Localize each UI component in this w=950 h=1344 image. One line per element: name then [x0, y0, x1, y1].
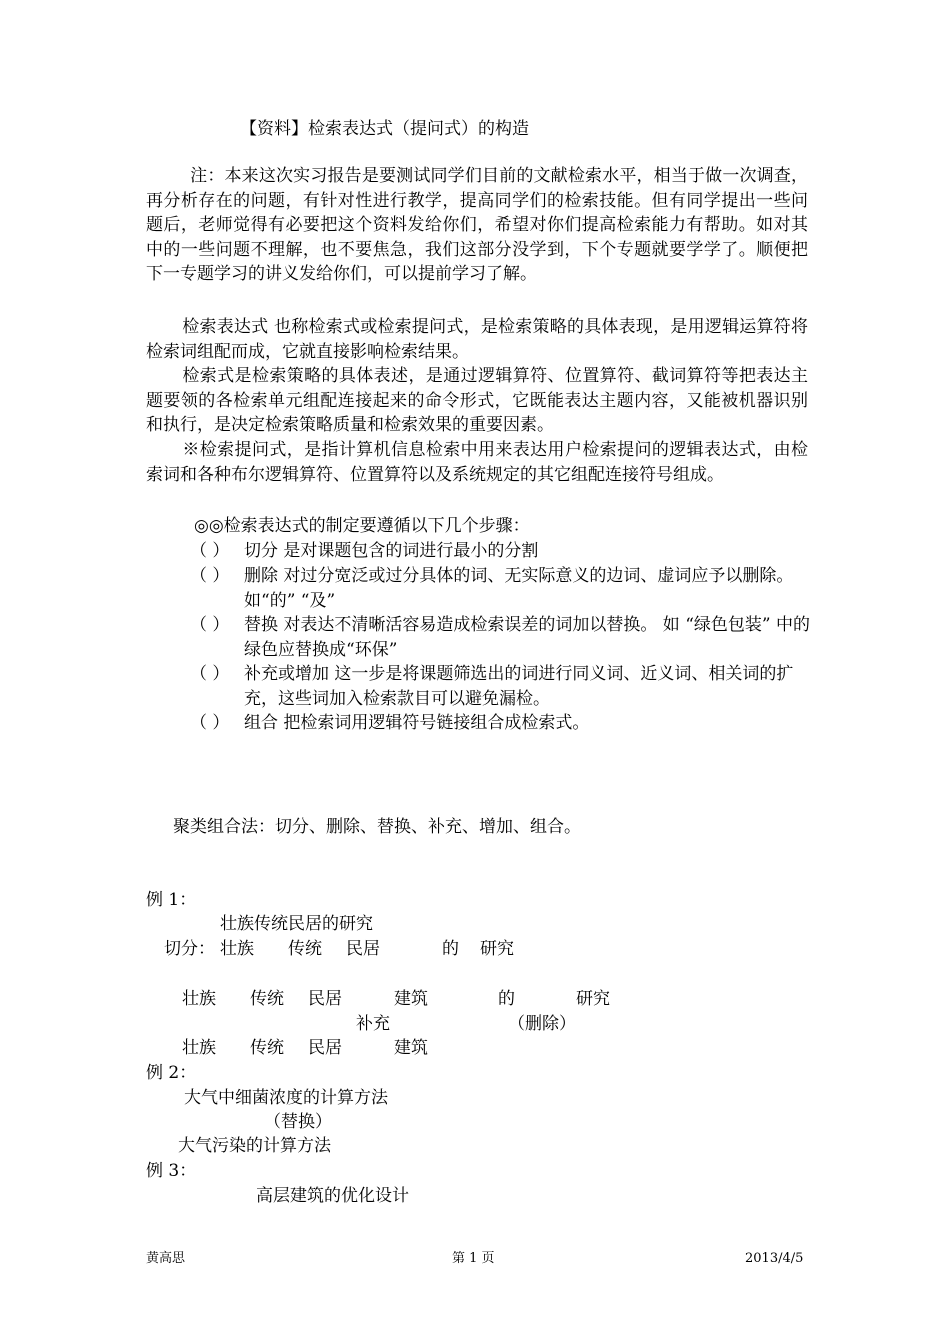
step-text: 组合 把检索词用逻辑符号链接组合成检索式。	[244, 713, 590, 733]
step-paren: （ ）	[190, 615, 230, 635]
example-3-title: 高层建筑的优化设计	[256, 1186, 409, 1206]
split-label: 切分：	[164, 939, 215, 959]
example-2-result: 大气污染的计算方法	[178, 1136, 331, 1156]
step-item	[190, 539, 810, 564]
steps-intro: ◎◎检索表达式的制定要遵循以下几个步骤：	[194, 516, 530, 536]
row2-word: 壮族	[182, 989, 216, 1009]
row2-word: 民居	[308, 989, 342, 1009]
step-item	[190, 564, 810, 613]
example-2-label: 例 2：	[146, 1063, 197, 1083]
step-item	[190, 662, 810, 711]
row2-word: 传统	[250, 989, 284, 1009]
step-paren: （ ）	[190, 566, 230, 586]
split-word: 民居	[346, 939, 380, 959]
step-text: 补充或增加 这一步是将课题筛选出的词进行同义词、近义词、相关词的扩充，这些词加入检索款目可以避免漏检。	[244, 664, 794, 709]
cluster-method: 聚类组合法：切分、删除、替换、补充、增加、组合。	[173, 817, 581, 837]
example-3-label: 例 3：	[146, 1161, 197, 1181]
step-item	[190, 711, 810, 736]
example-1-title: 壮族传统民居的研究	[220, 914, 373, 934]
note-text: 注：本来这次实习报告是要测试同学们目前的文献检索水平，相当于做一次调查，再分析存在的问题，有针对性进行教学，提高同学们的检索技能。但有同学提出一些问题后，老师觉得有必要把这个资料发给你们，希望对你们提高检索能力有帮助。如对其中的一些问题不理解，也不要焦急，我们这部分没学到，下个专题就要学学了。顺便把下一专题学习的讲义发给你们，可以提前学习了解。	[146, 166, 808, 284]
split-word: 的	[442, 939, 459, 959]
step-text: 替换 对表达不清晰活容易造成检索误差的词加以替换。 如 “绿色包装” 中的绿色应替换成“环保”	[244, 615, 810, 660]
row3-word: 壮族	[182, 1038, 216, 1058]
split-word: 研究	[480, 939, 514, 959]
footer-page-number: 第 1 页	[452, 1251, 495, 1266]
step-paren: （ ）	[190, 541, 230, 561]
row2-word: 建筑	[394, 989, 428, 1009]
example-1-label: 例 1：	[146, 890, 197, 910]
step-paren: （ ）	[190, 713, 230, 733]
example-2-title: 大气中细菌浓度的计算方法	[184, 1088, 388, 1108]
paragraph-3	[146, 438, 808, 487]
step-paren: （ ）	[190, 664, 230, 684]
split-word: 传统	[288, 939, 322, 959]
doc-title: 【资料】检索表达式（提问式）的构造	[240, 119, 529, 139]
replace-annotation: （替换）	[264, 1112, 332, 1132]
step-text: 删除 对过分宽泛或过分具体的词、无实际意义的边词、虚词应予以删除。如“的” “及”	[244, 566, 794, 611]
row2-word: 研究	[576, 989, 610, 1009]
delete-annotation: （删除）	[508, 1014, 576, 1034]
split-word: 壮族	[220, 939, 254, 959]
step-text: 切分 是对课题包含的词进行最小的分割	[244, 541, 539, 561]
paragraph-2	[146, 364, 808, 438]
row3-word: 传统	[250, 1038, 284, 1058]
paragraph-3-text: ※检索提问式，是指计算机信息检索中用来表达用户检索提问的逻辑表达式，由检索词和各种布尔逻辑算符、位置算符以及系统规定的其它组配连接符号组成。	[146, 440, 808, 485]
row3-word: 民居	[308, 1038, 342, 1058]
footer-author: 黄高思	[146, 1251, 186, 1266]
add-annotation: 补充	[356, 1014, 390, 1034]
paragraph-1-text: 检索表达式 也称检索式或检索提问式，是检索策略的具体表现，是用逻辑运算符将检索词组配而成，它就直接影响检索结果。	[146, 317, 808, 362]
row2-word: 的	[498, 989, 515, 1009]
note-paragraph	[146, 164, 808, 287]
footer-date: 2013/4/5	[745, 1251, 804, 1266]
step-item	[190, 613, 810, 662]
paragraph-1	[146, 315, 808, 364]
paragraph-2-text: 检索式是检索策略的具体表述，是通过逻辑算符、位置算符、截词算符等把表达主题要领的各检索单元组配连接起来的命令形式，它既能表达主题内容，又能被机器识别和执行，是决定检索策略质量和检索效果的重要因素。	[146, 366, 808, 435]
row3-word: 建筑	[394, 1038, 428, 1058]
